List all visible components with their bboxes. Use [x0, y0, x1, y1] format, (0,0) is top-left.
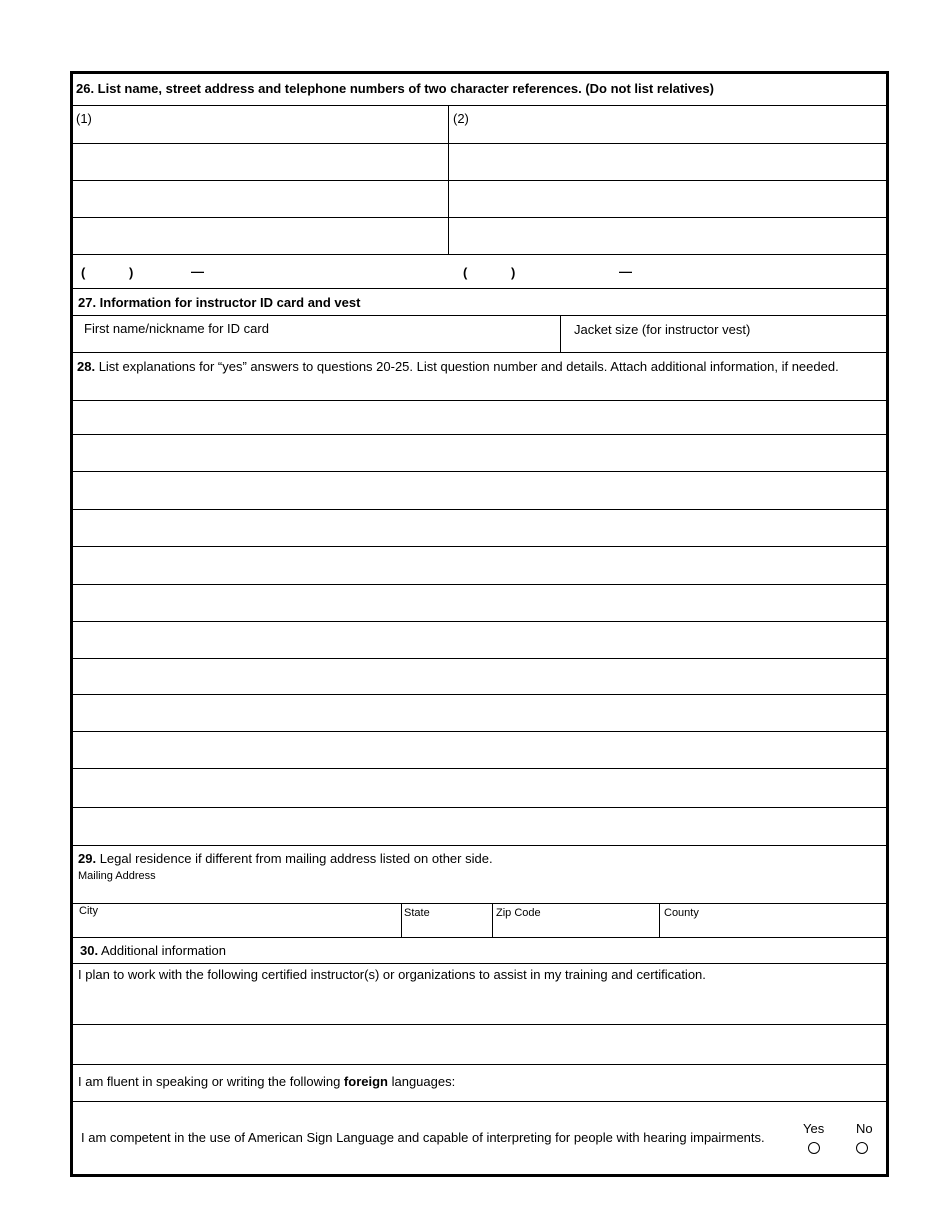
- phone-2-open-paren: (: [463, 265, 468, 280]
- phone-2-dash: —: [619, 264, 632, 279]
- explanation-line-6[interactable]: [73, 585, 886, 622]
- explanation-line-10[interactable]: [73, 732, 886, 769]
- q30-asl-row: [73, 1102, 886, 1174]
- instructors-field[interactable]: [73, 984, 886, 1024]
- q29-number: 29.: [78, 851, 97, 866]
- q26-title: 26. List name, street address and telephone numbers of two character references. (Do not list relatives): [76, 81, 714, 96]
- county-field[interactable]: [660, 904, 886, 937]
- reference-2-label: (2): [453, 111, 469, 126]
- reference-1-label: (1): [76, 111, 92, 126]
- asl-text: I am competent in the use of American Sign Language and capable of interpreting for people with hearing impairments.: [81, 1130, 765, 1145]
- explanation-line-8[interactable]: [73, 659, 886, 695]
- q26-header-row: [73, 74, 886, 106]
- q30-languages-row: [73, 1065, 886, 1102]
- q28-header-row: [73, 353, 886, 401]
- q28-number: 28.: [77, 359, 96, 374]
- languages-text: [78, 1074, 455, 1089]
- q30-number: 30.: [80, 943, 99, 958]
- reference-2-city-field[interactable]: [449, 218, 886, 254]
- explanation-line-9[interactable]: [73, 695, 886, 732]
- reference-row-4: [73, 218, 886, 255]
- phone-2-close-paren: ): [511, 265, 516, 280]
- reference-2-address-field[interactable]: [449, 144, 886, 180]
- q30-title-text: Additional information: [98, 943, 226, 958]
- q30-title: [80, 943, 226, 958]
- jacket-size-field[interactable]: [561, 316, 886, 352]
- explanation-line-12[interactable]: [73, 808, 886, 846]
- city-label: City: [79, 905, 98, 917]
- q30-instructors-row: [73, 964, 886, 1025]
- reference-1-name-field[interactable]: [73, 106, 448, 143]
- reference-row-2: [73, 144, 886, 181]
- application-form-page: [70, 71, 889, 1177]
- reference-2-phone-field[interactable]: [449, 255, 886, 288]
- reference-row-1: [73, 106, 886, 144]
- state-label: State: [404, 907, 430, 919]
- languages-text-bold: foreign: [343, 1074, 388, 1089]
- explanation-line-1[interactable]: [73, 401, 886, 435]
- explanation-line-4[interactable]: [73, 510, 886, 547]
- instructors-line-2[interactable]: [73, 1025, 886, 1065]
- zip-code-label: Zip Code: [496, 907, 541, 919]
- reference-2-address-line2-field[interactable]: [449, 181, 886, 217]
- q27-title: 27. Information for instructor ID card and vest: [78, 295, 361, 310]
- phone-1-close-paren: ): [129, 265, 134, 280]
- mailing-address-label: Mailing Address: [78, 870, 156, 882]
- zip-code-field[interactable]: [493, 904, 659, 937]
- q29-location-row: [73, 904, 886, 938]
- reference-row-3: [73, 181, 886, 218]
- languages-field[interactable]: [463, 1065, 886, 1101]
- nickname-label: First name/nickname for ID card: [84, 321, 269, 336]
- reference-1-address-field[interactable]: [73, 144, 448, 180]
- q28-text: [77, 359, 839, 374]
- state-field[interactable]: [402, 904, 492, 937]
- reference-1-phone-field[interactable]: [73, 255, 448, 288]
- phone-1-open-paren: (: [81, 265, 86, 280]
- q29-instructions: Legal residence if different from mailing address listed on other side.: [96, 851, 493, 866]
- languages-text-post: languages:: [387, 1074, 456, 1089]
- asl-no-radio[interactable]: [856, 1142, 868, 1154]
- city-field[interactable]: [73, 904, 401, 937]
- asl-yes-radio[interactable]: [808, 1142, 820, 1154]
- reference-2-name-field[interactable]: [449, 106, 886, 143]
- languages-text-pre: I am fluent in speaking or writing the following: [78, 1074, 344, 1089]
- q28-instructions: List explanations for “yes” answers to questions 20-25. List question number and details. Attach additional information, if needed.: [95, 359, 839, 374]
- asl-no-label: No: [856, 1121, 873, 1136]
- q29-text: [78, 851, 493, 866]
- phone-1-dash: —: [191, 264, 204, 279]
- q30-header-row: [73, 938, 886, 964]
- nickname-field[interactable]: [73, 316, 560, 352]
- explanation-line-11[interactable]: [73, 769, 886, 808]
- explanation-line-3[interactable]: [73, 472, 886, 510]
- mailing-address-field[interactable]: [73, 884, 886, 903]
- explanation-line-7[interactable]: [73, 622, 886, 659]
- explanation-line-5[interactable]: [73, 547, 886, 585]
- q27-header-row: [73, 289, 886, 316]
- reference-1-city-field[interactable]: [73, 218, 448, 254]
- county-label: County: [664, 907, 699, 919]
- q27-fields-row: [73, 316, 886, 353]
- jacket-size-label: Jacket size (for instructor vest): [574, 322, 751, 337]
- q29-row: [73, 846, 886, 904]
- reference-1-address-line2-field[interactable]: [73, 181, 448, 217]
- explanation-line-2[interactable]: [73, 435, 886, 472]
- asl-yes-label: Yes: [803, 1121, 825, 1136]
- instructors-text: I plan to work with the following certified instructor(s) or organizations to assist in my training and certification.: [78, 967, 706, 982]
- reference-phone-row: [73, 255, 886, 289]
